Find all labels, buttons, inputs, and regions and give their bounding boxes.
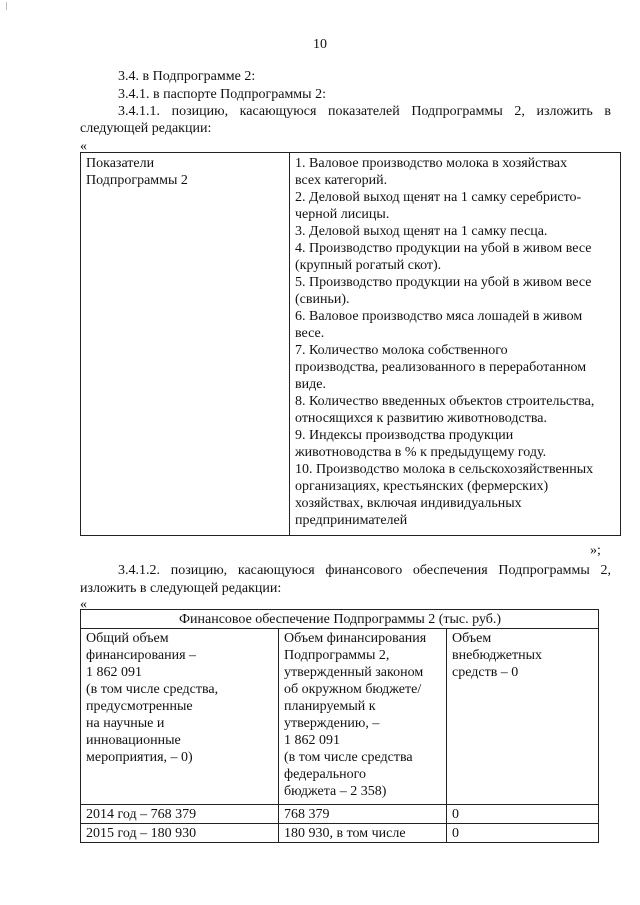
finance-summary-row [81,629,599,805]
total-volume-line: инновационные [86,733,181,748]
budget-volume-line: (в том числе средства [284,750,413,765]
indicators-table [80,152,621,536]
indicator-line: 3. Деловой выход щенят на 1 самку песца. [295,224,548,239]
total-volume-line: предусмотренные [86,699,193,714]
year-cell: 2014 год – 768 379 [81,805,279,824]
budget-volume-line: бюджета – 2 358) [284,784,387,799]
indicator-line: 6. Валовое производство мяса лошадей в живом [295,309,583,324]
total-volume-line: Общий объем [86,631,169,646]
indicator-line: 7. Количество молока собственного [295,343,508,358]
section-3-4-1-2-line2: изложить в следующей редакции: [80,581,282,596]
budget-volume-line: 1 862 091 [284,733,340,748]
indicator-line: черной лисицы. [295,207,390,222]
total-volume-line: 1 862 091 [86,665,142,680]
indicator-line: относящихся к развитию животноводства. [295,411,547,426]
total-volume-line: (в том числе средства, [86,682,219,697]
indicator-line: виде. [295,377,326,392]
total-volume-line: финансирования – [86,648,197,663]
budget-volume-line: Объем финансирования [284,631,427,646]
indicators-label-line2: Подпрограммы 2 [86,173,188,188]
indicator-line: 1. Валовое производство молока в хозяйствах [295,156,568,171]
page-number: 10 [313,37,327,52]
indicator-line: 5. Производство продукции на убой в живом весе [295,275,592,290]
finance-header-cell: Финансовое обеспечение Подпрограммы 2 (тыс. руб.) [81,610,599,629]
budget-volume-line: утвержденный законом [284,665,424,680]
indicator-line: 9. Индексы производства продукции [295,428,514,443]
budget-cell: 180 930, в том числе [279,824,447,843]
indicators-label-cell [81,153,290,536]
indicator-line: (свиньи). [295,292,350,307]
indicator-line: (крупный рогатый скот). [295,258,442,273]
finance-table [80,609,599,843]
section-3-4-1-1-line2: следующей редакции: [80,121,212,136]
budget-volume-line: планируемый к [284,699,376,714]
finance-header-row [81,610,599,629]
table-row [81,824,599,843]
extra-budget-line: внебюджетных [452,648,543,663]
section-3-4-1: 3.4.1. в паспорте Подпрограммы 2: [118,87,326,102]
total-volume-line: на научные и [86,716,165,731]
indicator-line: организациях, крестьянских (фермерских) [295,479,549,494]
close-quote: »; [590,543,601,558]
indicator-line: всех категорий. [295,173,388,188]
section-3-4-1-2-line1: 3.4.1.2. позицию, касающуюся финансового обеспечения Подпрограммы 2, [118,563,611,578]
extra-budget-line: средств – 0 [452,665,519,680]
indicator-line: 8. Количество введенных объектов строительства, [295,394,595,409]
indicator-line: 2. Деловой выход щенят на 1 самку серебристо- [295,190,582,205]
open-quote-2: « [80,597,87,612]
extra-cell: 0 [447,805,599,824]
section-3-4: 3.4. в Подпрограмме 2: [118,69,256,84]
extra-budget-line: Объем [452,631,492,646]
section-3-4-1-1-line1: 3.4.1.1. позицию, касающуюся показателей Подпрограммы 2, изложить в [118,104,611,119]
indicators-label-line1: Показатели [86,156,155,171]
indicator-line: 10. Производство молока в сельскохозяйственных [295,462,594,477]
open-quote: « [80,139,87,154]
indicator-line: 4. Производство продукции на убой в живом весе [295,241,592,256]
indicator-line: производства, реализованного в переработанном [295,360,587,375]
indicator-line: весе. [295,326,325,341]
budget-volume-line: федерального [284,767,367,782]
indicators-list-cell [290,153,621,536]
indicator-line: животноводства в % к предыдущему году. [295,445,547,460]
indicator-line: предпринимателей [295,513,408,528]
extra-budget-cell [447,629,599,805]
indicator-line: хозяйствах, включая индивидуальных [295,496,522,511]
table-row [81,805,599,824]
total-volume-cell [81,629,279,805]
budget-cell: 768 379 [279,805,447,824]
budget-volume-line: Подпрограммы 2, [284,648,390,663]
extra-cell: 0 [447,824,599,843]
year-cell: 2015 год – 180 930 [81,824,279,843]
budget-volume-line: утверждению, – [284,716,380,731]
budget-volume-line: об окружном бюджете/ [284,682,422,697]
indicators-row [81,153,621,536]
budget-volume-cell [279,629,447,805]
scan-mark [6,2,7,10]
total-volume-line: мероприятия, – 0) [86,750,193,765]
